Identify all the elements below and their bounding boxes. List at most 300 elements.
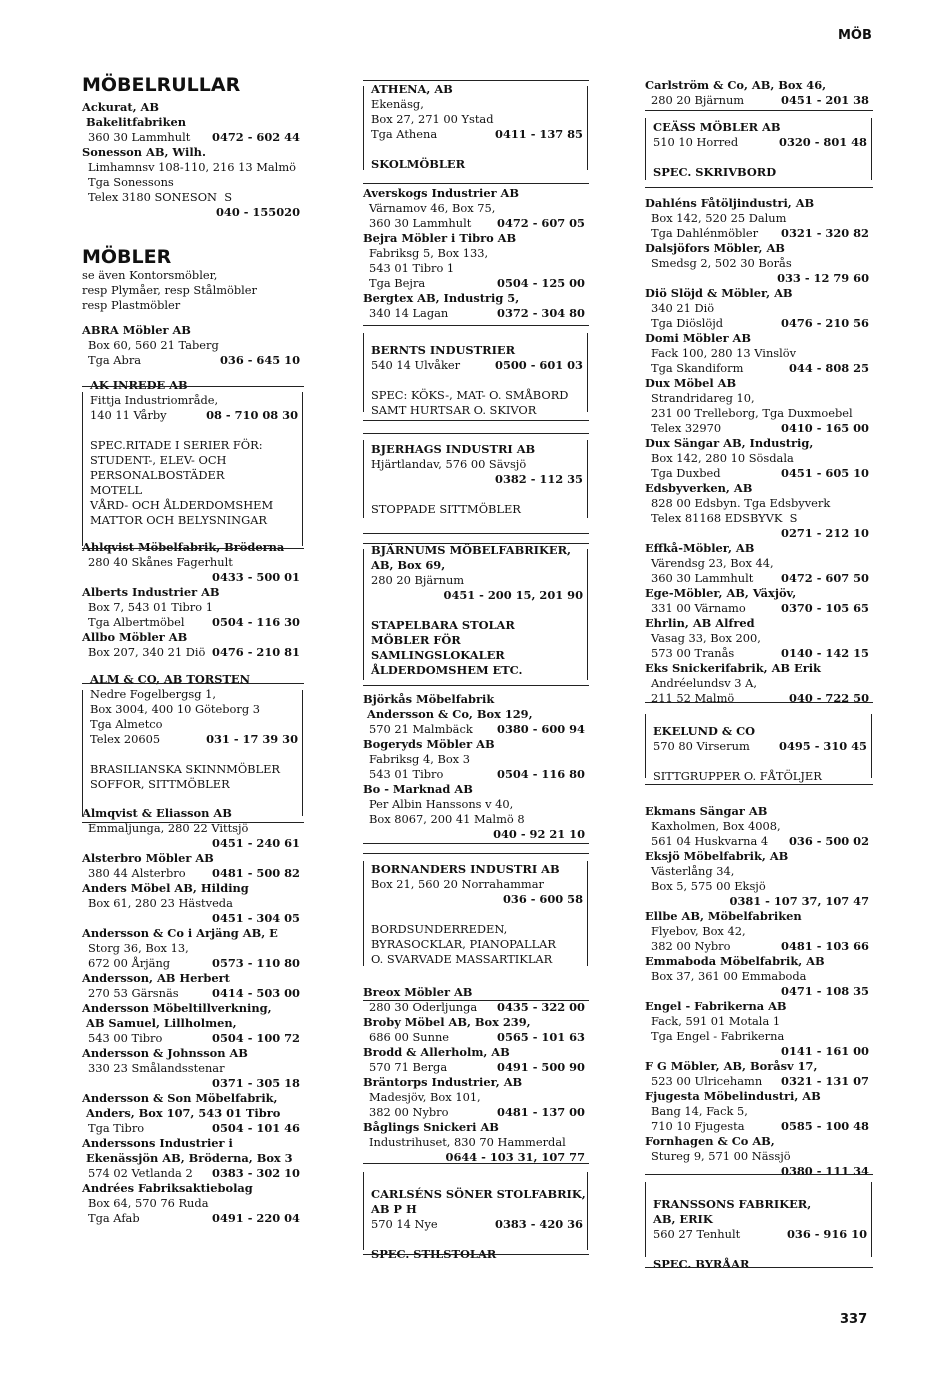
boxed-entry-line [82, 687, 304, 702]
rule-line [363, 433, 589, 434]
listing-text: Hjärtlandav, 576 00 Sävsjö [371, 457, 527, 471]
phone-number: 0476 - 210 56 [781, 316, 869, 330]
listing-text: Vasag 33, Box 200, [651, 631, 761, 645]
listing-text: Andersson, AB Herbert [82, 971, 230, 985]
listing-line [645, 1164, 873, 1179]
listing-line [645, 556, 873, 571]
box-border [587, 86, 588, 170]
listing-text: Ellbe AB, Möbelfabriken [645, 909, 802, 923]
listing-line [82, 298, 304, 313]
boxed-entry-line [363, 603, 589, 618]
rule-line [645, 1174, 873, 1175]
listing-line [82, 1151, 304, 1166]
listing-text: 382 00 Nybro [369, 1105, 449, 1119]
listing-text: Fittja Industriområde, [90, 393, 219, 407]
listing-text: STUDENT-, ELEV- OCH [90, 453, 227, 467]
boxed-entry-line [82, 732, 304, 747]
boxed-entry-line [645, 1212, 873, 1227]
listing-text: SPEC.RITADE I SERIER FÖR: [90, 438, 263, 452]
listing-line [82, 1091, 304, 1106]
listing-text: MOTELL [90, 483, 143, 497]
listing-text [363, 1150, 369, 1164]
boxed-entry-line [82, 408, 304, 423]
listing-text: SPEC: KÖKS-, MAT- O. SMÅBORD [371, 388, 569, 402]
listing-text: Andersson & Co i Arjäng AB, E [82, 926, 278, 940]
listing-line [363, 722, 589, 737]
listing-text: 360 30 Lammhult [651, 571, 754, 585]
listing-line [645, 571, 873, 586]
rule-line [363, 843, 589, 844]
listing-text: Andrées Fabriksaktiebolag [82, 1181, 253, 1195]
listing-text [363, 373, 371, 387]
listing-text: Almqvist & Eliasson AB [82, 806, 232, 820]
listing-line [82, 911, 304, 926]
listing-line [363, 261, 589, 276]
listing-text: SITTGRUPPER O. FÅTÖLJER [653, 769, 822, 783]
listing-text: 340 21 Diö [651, 301, 715, 315]
listing-text: Tga Duxbed [651, 466, 721, 480]
listing-text [645, 1164, 651, 1178]
listing-text: Värnamov 46, Box 75, [369, 201, 496, 215]
listing-text: Box 3004, 400 10 Göteborg 3 [90, 702, 261, 716]
box-border [363, 333, 364, 412]
listing-line [363, 767, 589, 782]
listing-line [645, 481, 873, 496]
phone-number: 0500 - 601 03 [495, 358, 583, 372]
listing-text: Båglings Snickeri AB [363, 1120, 499, 1134]
listing-text: Ekmans Sängar AB [645, 804, 768, 818]
listing-line [645, 511, 873, 526]
phone-number: 036 - 600 58 [502, 892, 583, 906]
listing-text: Alberts Industrier AB [82, 585, 220, 599]
listing-line [645, 256, 873, 271]
listing-line [645, 361, 873, 376]
listing-line [645, 286, 873, 301]
listing-text: Fornhagen & Co AB, [645, 1134, 775, 1148]
listing-line [363, 1060, 589, 1075]
listing-text: 543 01 Tibro [369, 767, 444, 781]
listing-text [363, 907, 371, 921]
boxed-entry-line [645, 769, 873, 784]
listing-text [82, 205, 88, 219]
listing-line [82, 941, 304, 956]
listing-line [645, 316, 873, 331]
phone-number: 0504 - 116 80 [497, 767, 585, 781]
boxed-entry-line [363, 618, 589, 633]
rule-line [363, 183, 589, 184]
listing-text: Fack, 591 01 Motala 1 [651, 1014, 781, 1028]
listing-text: Per Albin Hanssons v 40, [369, 797, 514, 811]
listing-line [82, 555, 304, 570]
listing-text [82, 570, 88, 584]
listing-text: 828 00 Edsbyn. Tga Edsbyverk [651, 496, 831, 510]
listing-text: 543 01 Tibro 1 [369, 261, 455, 275]
boxed-entry-line [645, 1257, 873, 1272]
listing-line [363, 812, 589, 827]
listing-text: resp Plymåer, resp Stålmöbler [82, 283, 257, 297]
listing-line [363, 692, 589, 707]
listing-text [363, 892, 371, 906]
listing-text: BJÄRNUMS MÖBELFABRIKER, [371, 543, 572, 557]
listing-line [363, 1075, 589, 1090]
listing-line [82, 1046, 304, 1061]
listing-text: 340 14 Lagan [369, 306, 449, 320]
listing-line [82, 896, 304, 911]
listing-text: 672 00 Årjäng [88, 956, 171, 970]
listing-text: Diö Slöjd & Möbler, AB [645, 286, 793, 300]
phone-number: 0271 - 212 10 [781, 526, 869, 540]
phone-number: 0433 - 500 01 [212, 570, 300, 584]
listing-line [363, 306, 589, 321]
listing-line [645, 894, 873, 909]
listing-text [363, 142, 371, 156]
phone-number: 0565 - 101 63 [497, 1030, 585, 1044]
boxed-entry-line [645, 1197, 873, 1212]
rule-line [82, 386, 304, 387]
boxed-entry-line [82, 438, 304, 453]
listing-line [645, 241, 873, 256]
listing-text [645, 271, 651, 285]
listing-line [645, 78, 873, 93]
listing-line [645, 631, 873, 646]
phone-number: 0381 - 107 37, 107 47 [729, 894, 869, 908]
box-border [82, 690, 83, 816]
listing-text: Ekenässjön AB, Bröderna, Box 3 [86, 1151, 293, 1165]
listing-text: Telex 3180 SONESON S [88, 190, 233, 204]
listing-line [82, 1211, 304, 1226]
listing-line [645, 1104, 873, 1119]
phone-number: 0383 - 302 10 [212, 1166, 300, 1180]
listing-text [82, 747, 90, 761]
listing-line [645, 1089, 873, 1104]
listing-text: Telex 81168 EDSBYVK S [651, 511, 798, 525]
listing-text: Industrihuset, 830 70 Hammerdal [369, 1135, 566, 1149]
listing-line [645, 849, 873, 864]
phone-number: 0481 - 103 66 [781, 939, 869, 953]
listing-text: Limhamnsv 108-110, 216 13 Malmö [88, 160, 296, 174]
phone-number: 0320 - 801 48 [779, 135, 867, 149]
listing-line [645, 346, 873, 361]
phone-number: 0491 - 220 04 [212, 1211, 300, 1225]
listing-text: Tga Tibro [88, 1121, 145, 1135]
phone-number: 0471 - 108 35 [781, 984, 869, 998]
phone-number: 0644 - 103 31, 107 77 [445, 1150, 585, 1164]
listing-text: Stureg 9, 571 00 Nässjö [651, 1149, 791, 1163]
listing-line [645, 436, 873, 451]
phone-number: 0481 - 137 00 [497, 1105, 585, 1119]
listing-text: Box 7, 543 01 Tibro 1 [88, 600, 213, 614]
listing-text: Allbo Möbler AB [82, 630, 188, 644]
listing-text [363, 472, 371, 486]
boxed-entry-line [82, 702, 304, 717]
listing-line [363, 1135, 589, 1150]
listing-text: Broby Möbel AB, Box 239, [363, 1015, 531, 1029]
listing-line [645, 879, 873, 894]
listing-line [82, 145, 304, 160]
listing-text: 570 80 Virserum [653, 739, 750, 753]
listing-text: SAMLINGSLOKALER [371, 648, 505, 662]
listing-text: 360 30 Lammhult [369, 216, 472, 230]
listing-text [82, 423, 90, 437]
listing-text: Box 142, 520 25 Dalum [651, 211, 787, 225]
boxed-entry-line [363, 862, 589, 877]
listing-text: Bräntorps Industrier, AB [363, 1075, 523, 1089]
listing-text: 574 02 Vetlanda 2 [88, 1166, 193, 1180]
phone-number: 0382 - 112 35 [495, 472, 583, 486]
boxed-entry-line [363, 403, 589, 418]
listing-text: AB P H [371, 1202, 417, 1216]
listing-line [82, 1136, 304, 1151]
box-border [363, 861, 364, 966]
listing-text: 280 20 Bjärnum [371, 573, 465, 587]
listing-line [363, 1105, 589, 1120]
rule-line [645, 784, 873, 785]
rule-line [363, 543, 589, 544]
listing-line [363, 186, 589, 201]
listing-text: Box 60, 560 21 Taberg [88, 338, 219, 352]
listing-text: Dahléns Fåtöljindustri, AB [645, 196, 815, 210]
listing-line [82, 175, 304, 190]
listing-line [82, 821, 304, 836]
listing-text: BJERHAGS INDUSTRI AB [371, 442, 536, 456]
boxed-entry-line [363, 877, 589, 892]
rule-line [363, 533, 589, 534]
listing-line [82, 1076, 304, 1091]
phone-number: 0504 - 125 00 [497, 276, 585, 290]
listing-text: Tga Abra [88, 353, 142, 367]
listing-line [82, 986, 304, 1001]
listing-text: Brodd & Allerholm, AB [363, 1045, 510, 1059]
listing-line [82, 1016, 304, 1031]
listing-text: 211 52 Malmö [651, 691, 735, 705]
box-border [587, 440, 588, 518]
listing-line [363, 291, 589, 306]
listing-line [82, 851, 304, 866]
listing-line [645, 646, 873, 661]
listing-line [645, 421, 873, 436]
boxed-entry-line [363, 558, 589, 573]
listing-line [645, 1014, 873, 1029]
phone-number: 0451 - 200 15, 201 90 [443, 588, 583, 602]
listing-text: Tga Athena [371, 127, 438, 141]
listing-text: Madesjöv, Box 101, [369, 1090, 481, 1104]
listing-line [82, 190, 304, 205]
listing-text: Telex 32970 [651, 421, 722, 435]
listing-text: 270 53 Gärsnäs [88, 986, 179, 1000]
listing-text: Bejra Möbler i Tibro AB [363, 231, 517, 245]
listing-line [645, 271, 873, 286]
rule-line [363, 80, 589, 81]
box-border [363, 86, 364, 170]
rule-line [645, 187, 873, 188]
listing-text: 380 44 Alsterbro [88, 866, 186, 880]
rule-line [82, 822, 304, 823]
phone-number: 036 - 916 10 [786, 1227, 867, 1241]
listing-line [645, 834, 873, 849]
boxed-entry-line [645, 1242, 873, 1257]
phone-number: 0476 - 210 81 [212, 645, 300, 659]
boxed-entry-line [363, 82, 589, 97]
listing-text: Emmaljunga, 280 22 Vittsjö [88, 821, 249, 835]
boxed-entry-line [363, 543, 589, 558]
listing-line [645, 1074, 873, 1089]
listing-text: Bogeryds Möbler AB [363, 737, 495, 751]
listing-text [645, 754, 653, 768]
listing-line [645, 331, 873, 346]
listing-text: Andréelundsv 3 A, [651, 676, 758, 690]
boxed-entry-line [363, 1217, 589, 1232]
listing-text: resp Plastmöbler [82, 298, 181, 312]
listing-line [363, 201, 589, 216]
listing-line [645, 1149, 873, 1164]
listing-line [82, 971, 304, 986]
phone-number: 0371 - 305 18 [212, 1076, 300, 1090]
boxed-entry-line [82, 393, 304, 408]
listing-line [645, 939, 873, 954]
listing-line [645, 676, 873, 691]
listing-line [82, 283, 304, 298]
rule-line [645, 1267, 873, 1268]
listing-text: 280 20 Bjärnum [651, 93, 745, 107]
listing-text: Telex 20605 [90, 732, 161, 746]
boxed-entry-line [363, 1202, 589, 1217]
listing-line [645, 226, 873, 241]
boxed-entry-line [363, 663, 589, 678]
phone-number: 0504 - 100 72 [212, 1031, 300, 1045]
boxed-entry-line [363, 922, 589, 937]
listing-line [82, 268, 304, 283]
listing-text [82, 911, 88, 925]
listing-text: Andersson & Co, Box 129, [367, 707, 533, 721]
listing-text: BYRASOCKLAR, PIANOPALLAR [371, 937, 556, 951]
listing-text: AK INREDE AB [90, 378, 188, 392]
phone-number: 0451 - 605 10 [781, 466, 869, 480]
rule-line [363, 1000, 589, 1001]
section-heading: MÖBLER [82, 246, 172, 268]
listing-text [363, 1232, 371, 1246]
listing-line [645, 1059, 873, 1074]
listing-text: F G Möbler, AB, Boråsv 17, [645, 1059, 818, 1073]
phone-number: 0321 - 131 07 [781, 1074, 869, 1088]
listing-line [645, 1119, 873, 1134]
listing-text: Edsbyverken, AB [645, 481, 753, 495]
phone-number: 0504 - 101 46 [212, 1121, 300, 1135]
listing-text: Bo - Marknad AB [363, 782, 473, 796]
box-border [363, 440, 364, 518]
listing-text [645, 150, 653, 164]
listing-text: 330 23 Smålandsstenar [88, 1061, 225, 1075]
listing-text: 543 00 Tibro [88, 1031, 163, 1045]
boxed-entry-line [645, 135, 873, 150]
rule-line [363, 853, 589, 854]
listing-text: Anders, Box 107, 543 01 Tibro [86, 1106, 281, 1120]
listing-text: Strandridareg 10, [651, 391, 755, 405]
listing-line [363, 1000, 589, 1015]
listing-line [645, 999, 873, 1014]
listing-text [363, 827, 369, 841]
listing-text: Effkå-Möbler, AB [645, 541, 755, 555]
phone-number: 0140 - 142 15 [781, 646, 869, 660]
phone-number: 0472 - 607 50 [781, 571, 869, 585]
listing-line [363, 1045, 589, 1060]
listing-text: 382 00 Nybro [651, 939, 731, 953]
listing-line [363, 276, 589, 291]
boxed-entry-line [363, 952, 589, 967]
boxed-entry-line [645, 120, 873, 135]
boxed-entry-line [363, 1232, 589, 1247]
listing-text [363, 588, 371, 602]
listing-text: Nedre Fogelbergsg 1, [90, 687, 217, 701]
boxed-entry-line [645, 724, 873, 739]
listing-line [363, 1120, 589, 1135]
listing-text: Tga Diöslöjd [651, 316, 724, 330]
rule-line [363, 1163, 589, 1164]
listing-text: BERNTS INDUSTRIER [371, 343, 516, 357]
listing-text: MÖBLER FÖR [371, 633, 461, 647]
boxed-entry-line [363, 573, 589, 588]
boxed-entry-line [82, 747, 304, 762]
listing-text: 510 10 Horred [653, 135, 739, 149]
boxed-entry-line [363, 472, 589, 487]
listing-text: SAMT HURTSAR O. SKIVOR [371, 403, 537, 417]
listing-text: 231 00 Trelleborg, Tga Duxmoebel [651, 406, 853, 420]
listing-text: 686 00 Sunne [369, 1030, 450, 1044]
rule-line [82, 548, 304, 549]
listing-line [645, 1044, 873, 1059]
boxed-entry-line [363, 127, 589, 142]
listing-line [645, 954, 873, 969]
phone-number: 0585 - 100 48 [781, 1119, 869, 1133]
phone-number: 08 - 710 08 30 [206, 408, 298, 422]
listing-line [363, 737, 589, 752]
boxed-entry-line [363, 457, 589, 472]
phone-number: 0451 - 201 38 [781, 93, 869, 107]
listing-text: AB Samuel, Lillholmen, [86, 1016, 237, 1030]
listing-line [82, 205, 304, 220]
listing-line [82, 1196, 304, 1211]
listing-line [82, 1106, 304, 1121]
listing-text: Averskogs Industrier AB [363, 186, 520, 200]
listing-line [82, 1166, 304, 1181]
listing-text: Dalsjöfors Möbler, AB [645, 241, 785, 255]
listing-text: Dux Möbel AB [645, 376, 737, 390]
listing-text: 140 11 Vårby [90, 408, 167, 422]
listing-text: FRANSSONS FABRIKER, [653, 1197, 812, 1211]
listing-text: Västerlång 34, [651, 864, 735, 878]
phone-number: 0504 - 116 30 [212, 615, 300, 629]
listing-line [82, 615, 304, 630]
phone-number: 0380 - 600 94 [497, 722, 585, 736]
listing-text: Bang 14, Fack 5, [651, 1104, 748, 1118]
listing-text [645, 984, 651, 998]
boxed-entry-line [82, 498, 304, 513]
phone-number: 040 - 92 21 10 [493, 827, 585, 841]
box-border [363, 549, 364, 680]
section-heading: MÖBELRULLAR [82, 74, 241, 96]
listing-text: Ackurat, AB [82, 100, 159, 114]
listing-text [82, 836, 88, 850]
boxed-entry-line [645, 165, 873, 180]
boxed-entry-line [363, 907, 589, 922]
listing-line [82, 600, 304, 615]
listing-text: ALM & CO, AB TORSTEN [90, 672, 251, 686]
listing-line [363, 827, 589, 842]
boxed-entry-line [363, 1187, 589, 1202]
listing-text: ATHENA, AB [371, 82, 453, 96]
phone-number: 0414 - 503 00 [212, 986, 300, 1000]
listing-text: 280 40 Skånes Fagerhult [88, 555, 233, 569]
listing-line [645, 864, 873, 879]
